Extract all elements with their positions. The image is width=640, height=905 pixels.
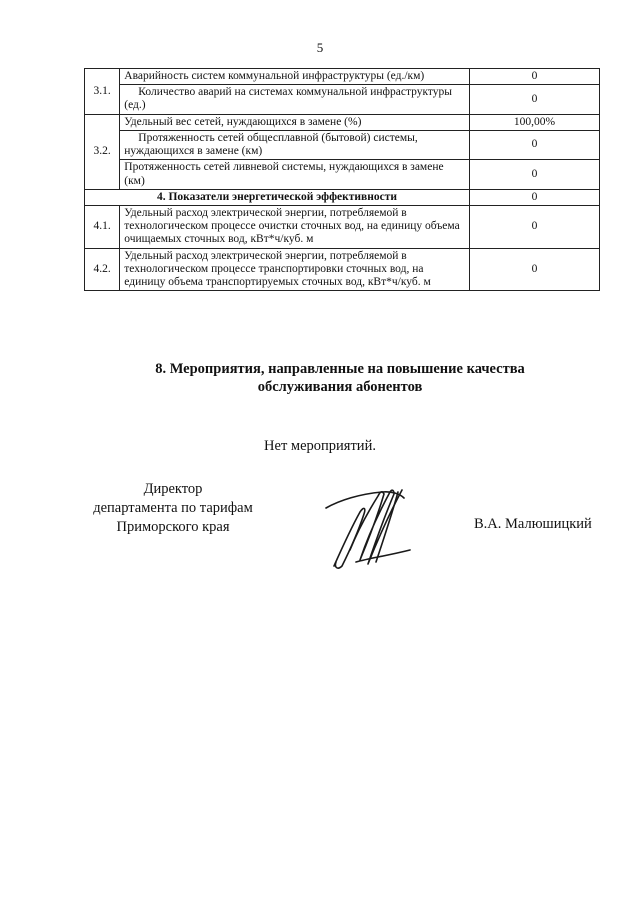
- signatory-title-line-2: департамента по тарифам: [93, 499, 253, 516]
- section-8-heading-line-2: обслуживания абонентов: [257, 379, 423, 396]
- row-description: Протяженность сетей ливневой системы, нуждающихся в замене (км): [120, 160, 470, 189]
- row-value: 0: [469, 130, 599, 159]
- row-description: Удельный вес сетей, нуждающихся в замене (%): [120, 114, 470, 130]
- row-value: 0: [469, 85, 599, 114]
- no-measures-text: Нет мероприятий.: [264, 438, 376, 454]
- table-row: [85, 69, 600, 85]
- row-description: Протяженность сетей общесплавной (бытовой) системы, нуждающихся в замене (км): [120, 130, 470, 159]
- section-4-title: 4. Показатели энергетической эффективности: [85, 189, 470, 205]
- signatory-title: [68, 480, 278, 537]
- handwritten-signature: [320, 478, 420, 570]
- table-row: [85, 130, 600, 159]
- table-row: [85, 160, 600, 189]
- table-row: [85, 85, 600, 114]
- row-value: 0: [469, 69, 599, 85]
- signatory-title-line-3: Приморского края: [116, 518, 230, 535]
- section-8-heading-line-1: 8. Мероприятия, направленные на повышение качества: [155, 361, 525, 377]
- row-value: 0: [469, 160, 599, 189]
- row-group-number: 3.2.: [85, 114, 120, 189]
- row-group-number: 3.1.: [85, 69, 120, 115]
- row-value: 0: [469, 248, 599, 291]
- indicators-table-body: [85, 69, 600, 291]
- row-description: Количество аварий на системах коммунальной инфраструктуры (ед.): [120, 85, 470, 114]
- row-number: 4.1.: [85, 205, 120, 248]
- table-row: [85, 114, 600, 130]
- row-description: Удельный расход электрической энергии, потребляемой в технологическом процессе транспортировки сточных вод, на единицу объема транспортируемых сточных вод, кВт*ч/куб. м: [120, 248, 470, 291]
- row-number: 4.2.: [85, 248, 120, 291]
- indicators-table: [84, 68, 600, 291]
- row-value: 0: [469, 205, 599, 248]
- section-4-value: 0: [469, 189, 599, 205]
- row-description: Аварийность систем коммунальной инфраструктуры (ед./км): [120, 69, 470, 85]
- section-4-row: [85, 189, 600, 205]
- row-description: Удельный расход электрической энергии, потребляемой в технологическом процессе очистки сточных вод, на единицу объема очищаемых сточных вод, кВт*ч/куб. м: [120, 205, 470, 248]
- page-number: 5: [316, 40, 324, 55]
- table-row-4-1: [85, 205, 600, 248]
- table-row-4-2: [85, 248, 600, 291]
- section-8-heading: [60, 360, 620, 396]
- signatory-name: В.А. Малюшицкий: [474, 516, 592, 532]
- signatory-title-line-1: Директор: [143, 481, 203, 497]
- row-value: 100,00%: [469, 114, 599, 130]
